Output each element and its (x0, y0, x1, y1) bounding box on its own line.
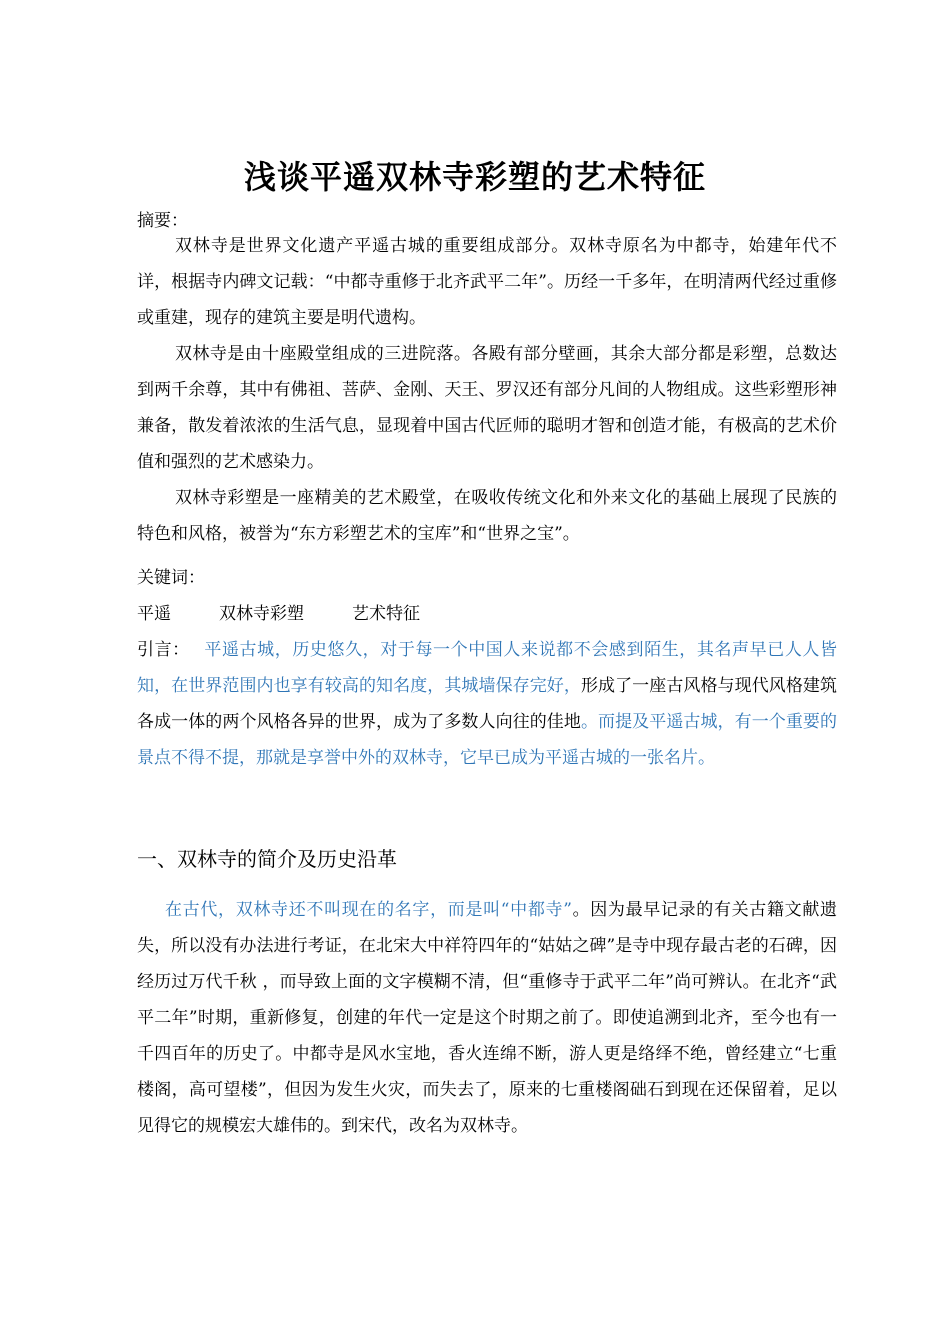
intro-highlight-1: 平遥古城，历史悠久，对于每一个中国人来说都不会感到陌生，其名声早已人人皆知，在世界范围内也享有较高的知名度，其城墙保存完好， (137, 640, 838, 696)
section-paragraph (137, 892, 837, 1144)
document-title: 浅谈平遥双林寺彩塑的艺术特征 (243, 158, 706, 196)
abstract-label: 摘要： (137, 211, 188, 231)
intro-highlight-2: 。而提及平遥古城，有一个重要的景点不得不提，那就是享誉中外的双林寺，它早已成为平遥古城的一张名片。 (137, 712, 838, 768)
section-heading: 一、双林寺的简介及历史沿革 (137, 847, 397, 871)
intro-label: 引言： (137, 640, 190, 660)
intro-paragraph (137, 632, 837, 776)
section-text: 。因为最早记录的有关古籍文献遗失，所以没有办法进行考证，在北宋大中祥符四年的“姑姑之碑”是寺中现存最古老的石碑，因经历过万代千秋 ，而导致上面的文字模糊不清，但“重修寺于武平二年”尚可辨认。在北齐“武平二年”时期，重新修复，创建的年代一定是这个时期之前了。即使追溯到北齐，至今也有一千四百年的历史了。中都寺是风水宝地，香火连绵不断，游人更是络绎不绝，曾经建立“七重楼阁，高可望楼”，但因为发生火灾，而失去了，原来的七重楼阁础石到现在还保留着，足以见得它的规模宏大雄伟的。到宋代，改名为双林寺。 (137, 900, 837, 1136)
keyword-item: 平遥 (137, 604, 171, 624)
keyword-item: 艺术特征 (352, 604, 420, 624)
abstract-paragraph-2: 双林寺是由十座殿堂组成的三进院落。各殿有部分壁画，其余大部分都是彩塑，总数达到两千余尊，其中有佛祖、菩萨、金刚、天王、罗汉还有部分凡间的人物组成。这些彩塑形神兼备，散发着浓浓的生活气息，显现着中国古代匠师的聪明才智和创造才能，有极高的艺术价值和强烈的艺术感染力。 (137, 344, 837, 472)
intro-text: 形成了一座古风格与现代风格建筑各成一体的两个风格各异的世界，成为了多数人向往的佳地 (137, 676, 838, 732)
abstract-paragraph-3: 双林寺彩塑是一座精美的艺术殿堂，在吸收传统文化和外来文化的基础上展现了民族的特色和风格，被誉为“东方彩塑艺术的宝库”和“世界之宝”。 (137, 488, 837, 544)
keywords-list (137, 600, 468, 628)
keyword-item: 双林寺彩塑 (219, 604, 304, 624)
keywords-label: 关键词： (137, 568, 205, 588)
section-highlight: 在古代，双林寺还不叫现在的名字，而是叫“中都寺” (165, 900, 572, 920)
abstract-paragraph-1: 双林寺是世界文化遗产平遥古城的重要组成部分。双林寺原名为中都寺，始建年代不详，根据寺内碑文记载：“中都寺重修于北齐武平二年”。历经一千多年，在明清两代经过重修或重建，现存的建筑主要是明代遗构。 (137, 236, 837, 328)
